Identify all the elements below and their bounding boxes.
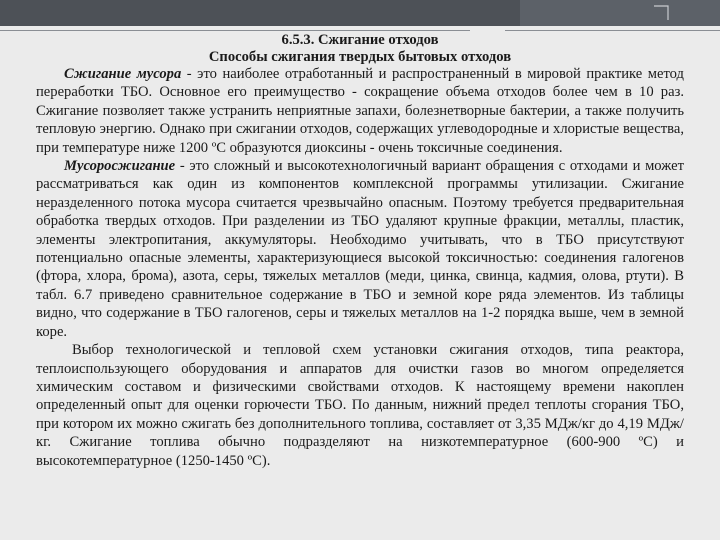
- paragraph-2-term: Мусоросжигание: [64, 158, 176, 175]
- paragraph-3: Выбор технологической и тепловой схем установки сжигания отходов, типа реактора, теплоиспользующего оборудования и аппаратов для очистки газов во многом определяется химическим составом и физическими свойствами отходов. К настоящему времени накоплен определенный опыт для оценки горючести ТБО. По данным, нижний предел теплоты сгорания ТБО, при котором их можно сжигать без дополнительного топлива, составляет от 3,35 МДж/кг до 4,19 МДж/кг. Сжигание топлива обычно подразделяют на низкотемпературное (600-900 ºС) и высокотемпературное (1250-1450 ºС).: [36, 342, 684, 469]
- header-divider-right: [505, 30, 720, 31]
- paragraph-1-term: Сжигание мусора: [64, 66, 182, 82]
- paragraph-2: [36, 157, 684, 341]
- header-divider-left: [0, 30, 470, 31]
- paragraph-1-text: - это наиболее отработанный и распространенный в мировой практике метод переработки ТБО. Основное его преимущество - сокращение объема отходов более чем в 10 раз. Сжигание позволяет также устранить неприятные запахи, болезнетворные бактерии, а также получить тепловую энергию. Однако при сжигании отходов, содержащих углеводородные и хлористые вещества, при температуре ниже 1200 ºС образуются диоксины - очень токсичные соединения.: [36, 66, 684, 156]
- section-subtitle: Способы сжигания твердых бытовых отходов: [208, 48, 512, 65]
- document-body: [36, 32, 684, 470]
- corner-bracket-icon: [652, 2, 672, 22]
- paragraph-1: [36, 65, 684, 157]
- slide-header-accent: [520, 0, 720, 26]
- paragraph-2-text: - это сложный и высокотехнологичный вариант обращения с отходами и может рассматриваться как один из компонентов комплексной программы утилизации. Сжигание неразделенного потока мусора считается чрезвычайно опасным. Поэтому требуется предварительная обработка твердых отходов. При разделении из ТБО удаляют крупные фракции, металлы, пластик, элементы электропитания, аккумуляторы. Необходимо учитывать, что в ТБО присутствуют потенциально опасные элементы, характеризующиеся высокой токсичностью: соединения галогенов (фтора, хлора, брома), азота, серы, тяжелых металлов (меди, цинка, свинца, кадмия, олова, ртути). В табл. 6.7 приведено сравнительное содержание в ТБО и земной коре ряда элементов. Из таблицы видно, что содержание в ТБО галогенов, серы и тяжелых металлов на 1-2 порядка выше, чем в земной коре.: [36, 158, 684, 340]
- section-title: 6.5.3. Сжигание отходов: [281, 32, 439, 48]
